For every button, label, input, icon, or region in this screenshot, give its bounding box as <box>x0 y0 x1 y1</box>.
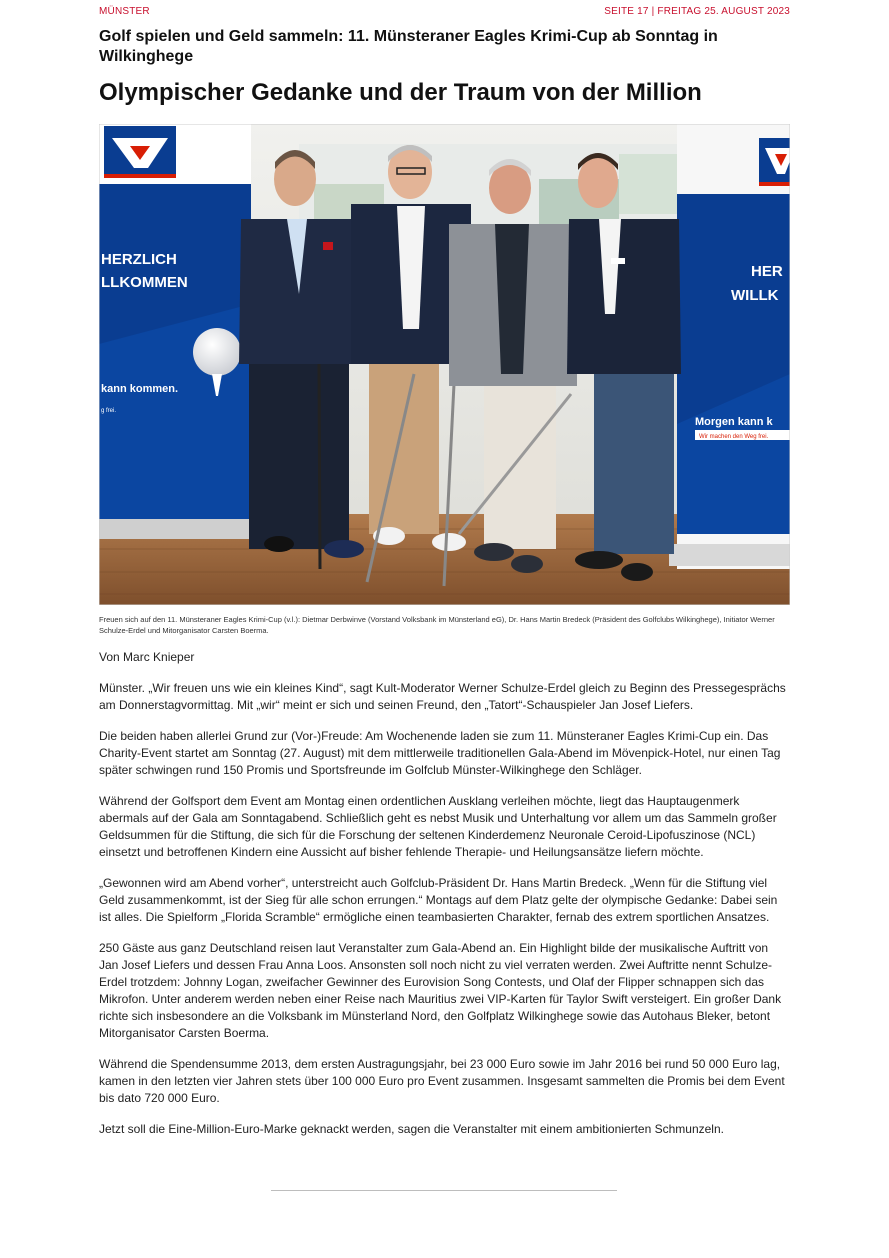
golf-ball-icon <box>193 328 241 376</box>
article-body <box>99 680 790 1152</box>
page-date-label: SEITE 17 | FREITAG 25. AUGUST 2023 <box>604 6 790 17</box>
right-banner-small: Wir machen den Weg frei. <box>699 434 769 440</box>
footer-divider <box>271 1190 617 1191</box>
photo-caption: Freuen sich auf den 11. Münsteraner Eagles Krimi-Cup (v.l.): Dietmar Derbwinve (Vorstand Volksbank im Münsterland eG), Dr. Hans Martin Bredeck (Präsident des Golfclubs Wilkinghege), Initiator Werner Schulze-Erdel und Mitorganisator Carsten Boerma. <box>99 615 775 635</box>
right-banner <box>669 124 790 569</box>
right-banner-text-2: WILLK <box>731 287 779 304</box>
left-banner-small: g frei. <box>101 408 117 414</box>
article-paragraph: 250 Gäste aus ganz Deutschland reisen laut Veranstalter zum Gala-Abend an. Ein Highlight bilde der musikalische Auftritt von Jan Josef Liefers und dessen Frau Anna Loos. Ansonsten soll noch nicht zu viel verraten werden. Zwei Auftritte nennt Schulze-Erdel trotzdem: Johnny Logan, zweifacher Gewinner des Eurovision Song Contests, und Olaf der Flipper schnappen sich das Mikrofon. Unter anderem werden neben einer Reise nach Mauritius zwei VIP-Karten für Taylor Swift versteigert. Ein großer Dank richte sich insbesondere an die Volksbank im Münsterland Nord, den Golfplatz Wilkinghege sowie das Autohaus Bleker, betont Mitorganisator Carsten Boerma. <box>99 941 782 1040</box>
volksbank-logo-left <box>104 126 176 178</box>
article-paragraph: „Gewonnen wird am Abend vorher“, unterstreicht auch Golfclub-Präsident Dr. Hans Martin Bredeck. „Wenn für die Stiftung viel Geld zusammenkommt, ist der Sieg für alle schon errungen.“ Montags auf dem Platz gelte der olympische Gedanke: Dabei sein ist alles. Die Spielform „Florida Scramble“ ermögliche einen teambasierten Charakter, fernab des extrem sportlichen Ansatzes. <box>99 876 778 924</box>
article-photo <box>99 124 790 605</box>
article-kicker: Golf spielen und Geld sammeln: 11. Münsteraner Eagles Krimi-Cup ab Sonntag in Wilkinghege <box>99 28 718 65</box>
article-paragraph: Während der Golfsport dem Event am Montag einen ordentlichen Ausklang verleihen möchte, liegt das Hauptaugenmerk abermals auf der Gala am Sonntagabend. Schließlich geht es nebst Musik und Unterhaltung vor allem um das Sammeln großer Geldsummen für die Stiftung, die sich für die Forschung der seltenen Kinderdemenz Neuronale Ceroid-Lipofuszinose (NCL) einsetzt und betroffenen Kindern eine Aussicht auf bisher fehlende Therapie- und Heilungsansätze liefern möchte. <box>99 794 777 859</box>
right-banner-slogan: Morgen kann k <box>695 416 773 428</box>
section-label: MÜNSTER <box>99 6 150 17</box>
page-header <box>99 6 790 20</box>
article-headline: Olympischer Gedanke und der Traum von der Million <box>99 79 702 106</box>
article-byline: Von Marc Knieper <box>99 650 195 664</box>
volksbank-logo-right <box>759 138 790 186</box>
article-paragraph: Während die Spendensumme 2013, dem ersten Austragungsjahr, bei 23 000 Euro sowie im Jahr 2016 bei rund 50 000 Euro lag, kamen in den letzten vier Jahren stets über 100 000 Euro pro Event zusammen. Insgesamt sammelten die Promis bei dem Event bis dato 720 000 Euro. <box>99 1057 785 1105</box>
article-paragraph: Münster. „Wir freuen uns wie ein kleines Kind“, sagt Kult-Moderator Werner Schulze-Erdel gleich zu Beginn des Pressegesprächs am Donnerstagvormittag. Mit „wir“ meint er sich und seinen Freund, den „Tatort“-Schauspieler Jan Josef Liefers. <box>99 681 786 712</box>
article-paragraph: Jetzt soll die Eine-Million-Euro-Marke geknackt werden, sagen die Veranstalter mit einem ambitionierten Schmunzeln. <box>99 1122 724 1136</box>
left-banner-slogan: kann kommen. <box>101 383 179 395</box>
left-banner-text-2: LLKOMMEN <box>101 274 188 291</box>
right-banner-text-1: HER <box>751 263 783 280</box>
left-banner <box>99 124 251 539</box>
article-paragraph: Die beiden haben allerlei Grund zur (Vor-)Freude: Am Wochenende laden sie zum 11. Münsteraner Eagles Krimi-Cup ein. Das Charity-Event startet am Sonntag (27. August) mit dem mittlerweile traditionellen Gala-Abend im Mövenpick-Hotel, nur einen Tag später schwingen rund 150 Promis und Sportsfreunde im Golfclub Münster-Wilkinghege den Schläger. <box>99 729 781 777</box>
left-banner-text-1: HERZLICH <box>101 251 177 268</box>
